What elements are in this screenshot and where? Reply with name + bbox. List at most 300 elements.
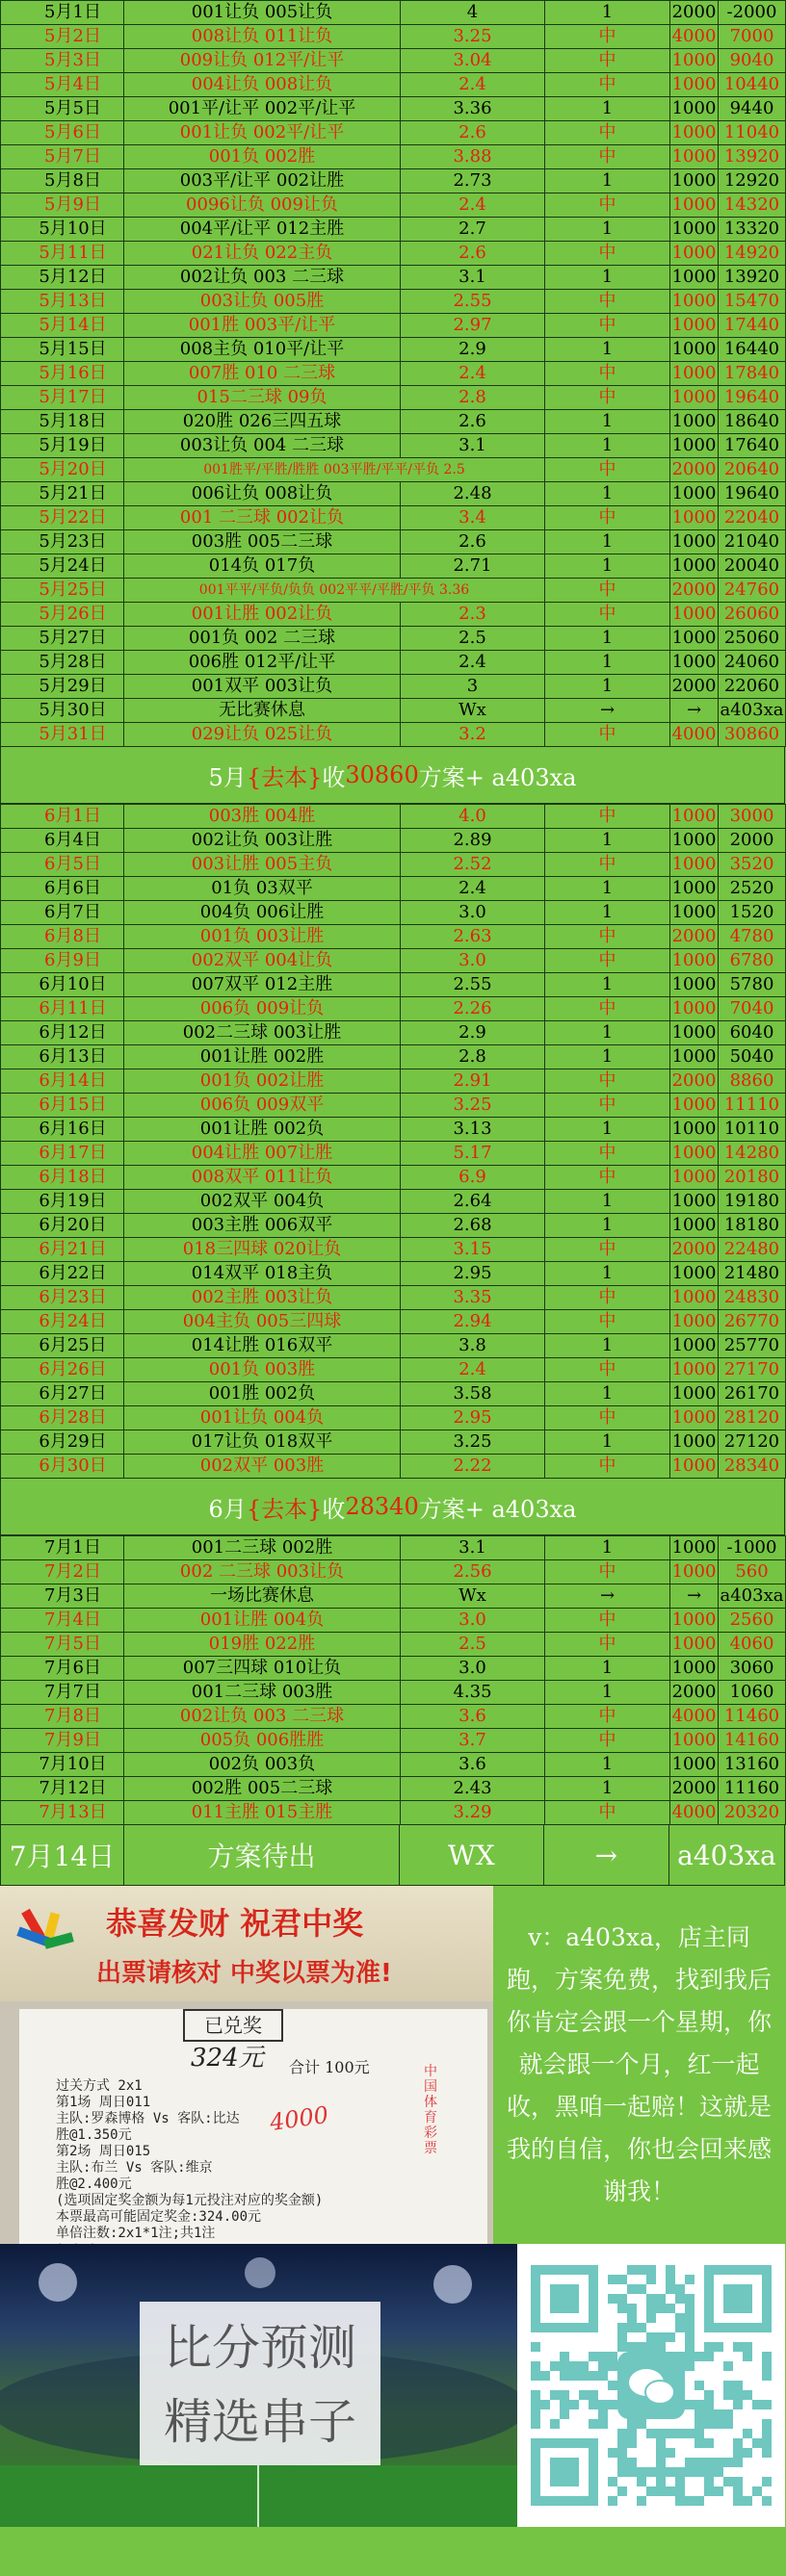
cell-match: 001让负 005让负 [124, 1, 401, 25]
cell-odds: 2.68 [401, 1214, 545, 1238]
table-row [1, 338, 786, 362]
table-row [1, 1560, 786, 1584]
cell-bet: 1000 [670, 829, 719, 853]
promo-section [0, 1886, 785, 2244]
cell-odds: 2.22 [401, 1455, 545, 1479]
ticket-notice: 出票请核对 中奖以票为准! [96, 1959, 392, 1988]
cell-match: 014负 017负 [124, 554, 401, 579]
cell-odds: 3.0 [401, 1657, 545, 1681]
cell-balance: 3520 [719, 853, 786, 877]
cell-stake: 中 [545, 1705, 670, 1729]
cell-stake: 中 [545, 506, 670, 530]
cell-odds: 2.6 [401, 530, 545, 554]
table-row [1, 675, 786, 699]
cell-stake: 1 [545, 97, 670, 121]
ticket-total: 合计 100元 [289, 2058, 370, 2076]
cell-stake: 1 [545, 1, 670, 25]
cell-stake: 中 [545, 362, 670, 386]
cell-date: 5月15日 [1, 338, 124, 362]
cell-bet: 1000 [670, 506, 719, 530]
cell-balance: 10440 [719, 73, 786, 97]
cell-odds: 2.4 [401, 193, 545, 218]
cell-date: 6月30日 [1, 1455, 124, 1479]
table-row [1, 458, 786, 482]
cell-match: 001 二三球 002让负 [124, 506, 401, 530]
cell-match: 015二三球 09负 [124, 386, 401, 410]
cell-balance: 26770 [719, 1310, 786, 1334]
table-row [1, 1262, 786, 1286]
cell-odds: 2.4 [401, 651, 545, 675]
cell-stake: 中 [545, 723, 670, 747]
cell-bet: 1000 [670, 949, 719, 973]
ticket-line: 胜@2.400元 [56, 2177, 132, 2192]
table-row [1, 1334, 786, 1358]
cell-stake: 中 [545, 1801, 670, 1825]
cell-balance: 2000 [719, 829, 786, 853]
cell-odds: 2.56 [401, 1560, 545, 1584]
ticket-banner: 恭喜发财 祝君中奖 [106, 1905, 364, 1942]
cell-match: 004平/让平 012主胜 [124, 218, 401, 242]
cell-stake: 中 [545, 1286, 670, 1310]
cell-bet: 2000 [670, 1069, 719, 1094]
cell-odds: 2.95 [401, 1406, 545, 1430]
cell-odds: 4.35 [401, 1681, 545, 1705]
cell-stake: 1 [545, 675, 670, 699]
cell-stake: 1 [545, 901, 670, 925]
cell-odds: 2.9 [401, 1021, 545, 1045]
cell-stake: 中 [545, 25, 670, 49]
cell-bet: 1000 [670, 1310, 719, 1334]
cell-stake: 中 [545, 1358, 670, 1382]
cell-balance: 5040 [719, 1045, 786, 1069]
cell-balance: 1520 [719, 901, 786, 925]
cell-stake: 1 [545, 1334, 670, 1358]
cell-odds: 3.58 [401, 1382, 545, 1406]
cell-match: 008让负 011让负 [124, 25, 401, 49]
cell-match: 008主负 010平/让平 [124, 338, 401, 362]
cell-bet: 1000 [670, 1094, 719, 1118]
cell-stake: 中 [545, 145, 670, 169]
cell-balance: 24760 [719, 579, 786, 603]
cell-stake: 中 [545, 805, 670, 829]
cell-balance: 17640 [719, 434, 786, 458]
pending-row [0, 1825, 785, 1886]
cell-stake: → [545, 699, 670, 723]
cell-date: 6月25日 [1, 1334, 124, 1358]
cell-stake: 1 [545, 1536, 670, 1560]
cell-bet: 1000 [670, 386, 719, 410]
cell-balance: 8860 [719, 1069, 786, 1094]
cell-odds: 3.15 [401, 1238, 545, 1262]
cell-date: 5月26日 [1, 603, 124, 627]
cell-date: 6月8日 [1, 925, 124, 949]
banner-line2: 精选串子 [164, 2394, 356, 2450]
table-row [1, 1021, 786, 1045]
cell-bet: 1000 [670, 530, 719, 554]
cell-odds: 3.1 [401, 1536, 545, 1560]
cell-balance: 17840 [719, 362, 786, 386]
cell-bet: 1000 [670, 266, 719, 290]
cell-match: 001让负 004负 [124, 1406, 401, 1430]
cell-balance: 11040 [719, 121, 786, 145]
cell-balance: 25060 [719, 627, 786, 651]
cell-date: 5月4日 [1, 73, 124, 97]
cell-match: 014双平 018主负 [124, 1262, 401, 1286]
cell-bet: 1000 [670, 1214, 719, 1238]
cell-odds: 2.6 [401, 121, 545, 145]
cell-bet: 1000 [670, 242, 719, 266]
cell-balance: 25770 [719, 1334, 786, 1358]
may-summary: 5月 {去本} 收 30860 方案+ a403xa [0, 747, 785, 804]
pending-date: 7月14日 [1, 1825, 124, 1885]
cell-odds: 3.13 [401, 1118, 545, 1142]
cell-match: 001胜平/平胜/胜胜 003平胜/平平/平负 2.5 [124, 458, 545, 482]
cell-date: 6月4日 [1, 829, 124, 853]
cell-match: 020胜 026三四五球 [124, 410, 401, 434]
table-row [1, 925, 786, 949]
ticket-lines [56, 2078, 323, 2258]
cell-date: 7月8日 [1, 1705, 124, 1729]
cell-date: 6月6日 [1, 877, 124, 901]
cell-bet: 1000 [670, 877, 719, 901]
cell-match: 001负 002胜 [124, 145, 401, 169]
cell-bet: 1000 [670, 1334, 719, 1358]
cell-odds: 6.9 [401, 1166, 545, 1190]
cell-odds: 3.1 [401, 434, 545, 458]
cell-odds: 3.88 [401, 145, 545, 169]
cell-date: 6月28日 [1, 1406, 124, 1430]
cell-balance: 1060 [719, 1681, 786, 1705]
cell-odds: 3 [401, 675, 545, 699]
cell-balance: 5780 [719, 973, 786, 997]
cell-odds: 2.97 [401, 314, 545, 338]
cell-stake: 中 [545, 49, 670, 73]
cell-date: 5月23日 [1, 530, 124, 554]
cell-match: 017让负 018双平 [124, 1430, 401, 1455]
table-row [1, 193, 786, 218]
table-row [1, 1118, 786, 1142]
cell-bet: 1000 [670, 1286, 719, 1310]
cell-odds: 2.55 [401, 290, 545, 314]
cell-odds: 2.95 [401, 1262, 545, 1286]
table-row [1, 1045, 786, 1069]
cell-date: 6月13日 [1, 1045, 124, 1069]
cell-odds: 2.48 [401, 482, 545, 506]
cell-stake: 1 [545, 1045, 670, 1069]
cell-match: 001负 002 二三球 [124, 627, 401, 651]
cell-odds: 2.5 [401, 627, 545, 651]
cell-bet: → [670, 1584, 719, 1609]
cell-date: 5月28日 [1, 651, 124, 675]
cell-balance: 16440 [719, 338, 786, 362]
cell-date: 6月18日 [1, 1166, 124, 1190]
cell-stake: 中 [545, 121, 670, 145]
cell-date: 5月29日 [1, 675, 124, 699]
cell-bet: 2000 [670, 1777, 719, 1801]
cell-match: 001平平/平负/负负 002平平/平胜/平负 3.36 [124, 579, 545, 603]
table-row [1, 121, 786, 145]
cell-bet: 1000 [670, 805, 719, 829]
cell-date: 6月1日 [1, 805, 124, 829]
table-row [1, 1657, 786, 1681]
cell-date: 5月6日 [1, 121, 124, 145]
cell-match: 006胜 012平/让平 [124, 651, 401, 675]
june-summary: 6月 {去本} 收 28340 方案+ a403xa [0, 1479, 785, 1535]
cell-match: 007双平 012主胜 [124, 973, 401, 997]
cell-balance: 20640 [719, 458, 786, 482]
cell-stake: 1 [545, 338, 670, 362]
table-row [1, 1142, 786, 1166]
cell-match: 001让负 002平/让平 [124, 121, 401, 145]
cell-match: 002双平 004负 [124, 1190, 401, 1214]
cell-date: 6月22日 [1, 1262, 124, 1286]
cell-balance: 3060 [719, 1657, 786, 1681]
lottery-ticket-photo [0, 1886, 493, 2244]
cell-match: 001让胜 002胜 [124, 1045, 401, 1069]
cell-match: 001负 003让胜 [124, 925, 401, 949]
cell-bet: 1000 [670, 1045, 719, 1069]
cell-match: 002让负 003 二三球 [124, 266, 401, 290]
cell-bet: 1000 [670, 145, 719, 169]
table-row [1, 410, 786, 434]
ticket-line: 第1场 周日011 [56, 2095, 151, 2110]
table-row [1, 1430, 786, 1455]
pending-wx: WX [400, 1825, 544, 1885]
pending-arrow: → [544, 1825, 669, 1885]
ticket-line: 第2场 周日015 [56, 2144, 151, 2159]
banner-line1: 比分预测 [164, 2320, 356, 2376]
table-row [1, 723, 786, 747]
cell-balance: a403xa [719, 699, 786, 723]
cell-date: 5月24日 [1, 554, 124, 579]
cell-match: 002让负 003让胜 [124, 829, 401, 853]
cell-odds: Wx [401, 699, 545, 723]
cell-stake: 中 [545, 193, 670, 218]
cell-bet: 1000 [670, 338, 719, 362]
cell-stake: 中 [545, 386, 670, 410]
cell-match: 006负 009让负 [124, 997, 401, 1021]
cell-stake: 中 [545, 1310, 670, 1334]
cell-stake: 1 [545, 530, 670, 554]
cell-odds: 2.8 [401, 386, 545, 410]
cell-balance: 24060 [719, 651, 786, 675]
cell-stake: 1 [545, 627, 670, 651]
cell-bet: 1000 [670, 218, 719, 242]
cell-stake: 1 [545, 1430, 670, 1455]
cell-odds: 3.6 [401, 1705, 545, 1729]
cell-balance: 19180 [719, 1190, 786, 1214]
cell-bet: 1000 [670, 973, 719, 997]
cell-bet: 4000 [670, 1705, 719, 1729]
cell-match: 002让负 003 二三球 [124, 1705, 401, 1729]
cell-odds: 2.4 [401, 1358, 545, 1382]
cell-date: 5月10日 [1, 218, 124, 242]
cell-balance: 6780 [719, 949, 786, 973]
cell-bet: 2000 [670, 1238, 719, 1262]
table-row [1, 73, 786, 97]
cell-odds: 3.25 [401, 1094, 545, 1118]
table-row [1, 805, 786, 829]
cell-balance: 9440 [719, 97, 786, 121]
cell-bet: 2000 [670, 925, 719, 949]
cell-match: 001二三球 003胜 [124, 1681, 401, 1705]
cell-bet: 4000 [670, 1801, 719, 1825]
cell-match: 011主胜 015主胜 [124, 1801, 401, 1825]
cell-date: 7月12日 [1, 1777, 124, 1801]
table-row [1, 386, 786, 410]
wechat-qr-code [517, 2244, 785, 2527]
cell-match: 001二三球 002胜 [124, 1536, 401, 1560]
cell-date: 6月23日 [1, 1286, 124, 1310]
cell-odds: 3.1 [401, 266, 545, 290]
ticket-line: 主队:罗森博格 Vs 客队:比达 [56, 2111, 240, 2126]
cell-odds: 2.94 [401, 1310, 545, 1334]
cell-stake: 中 [545, 1238, 670, 1262]
cell-stake: → [545, 1584, 670, 1609]
cell-date: 6月19日 [1, 1190, 124, 1214]
cell-balance: 15470 [719, 290, 786, 314]
cell-odds: 2.55 [401, 973, 545, 997]
cell-odds: 2.4 [401, 362, 545, 386]
cell-bet: 1000 [670, 362, 719, 386]
table-row [1, 1681, 786, 1705]
cell-stake: 1 [545, 1753, 670, 1777]
cell-balance: 22060 [719, 675, 786, 699]
cell-date: 7月10日 [1, 1753, 124, 1777]
cell-stake: 1 [545, 973, 670, 997]
cell-balance: 9040 [719, 49, 786, 73]
cell-match: 002主胜 003让负 [124, 1286, 401, 1310]
cell-balance: 20320 [719, 1801, 786, 1825]
cell-balance: 18640 [719, 410, 786, 434]
table-row [1, 1753, 786, 1777]
cell-balance: 2520 [719, 877, 786, 901]
cell-stake: 1 [545, 651, 670, 675]
cell-date: 5月14日 [1, 314, 124, 338]
cell-bet: 1000 [670, 1455, 719, 1479]
stadium-banner [0, 2244, 517, 2527]
cell-bet: 2000 [670, 1, 719, 25]
table-row [1, 1358, 786, 1382]
cell-stake: 1 [545, 169, 670, 193]
cell-date: 5月12日 [1, 266, 124, 290]
cell-date: 6月11日 [1, 997, 124, 1021]
table-row [1, 1166, 786, 1190]
cell-bet: 1000 [670, 314, 719, 338]
cell-stake: 1 [545, 1382, 670, 1406]
table-row [1, 25, 786, 49]
cell-stake: 1 [545, 1681, 670, 1705]
table-row [1, 1801, 786, 1825]
cell-date: 5月19日 [1, 434, 124, 458]
wechat-icon [617, 2352, 685, 2419]
cell-stake: 1 [545, 877, 670, 901]
cell-odds: 3.0 [401, 1609, 545, 1633]
cell-date: 6月5日 [1, 853, 124, 877]
cell-balance: a403xa [719, 1584, 786, 1609]
cell-date: 5月9日 [1, 193, 124, 218]
cell-date: 6月24日 [1, 1310, 124, 1334]
promo-text: v：a403xa，店主同跑，方案免费，找到我后你肯定会跟一个星期，你就会跟一个月，红一起收，黑咱一起赔！这就是我的自信，你也会回来感谢我！ [507, 1923, 773, 2205]
table-row [1, 829, 786, 853]
table-row [1, 362, 786, 386]
cell-match: 002负 003负 [124, 1753, 401, 1777]
cell-odds: Wx [401, 1584, 545, 1609]
table-row [1, 579, 786, 603]
cell-balance: 11110 [719, 1094, 786, 1118]
cell-date: 7月13日 [1, 1801, 124, 1825]
cell-match: 001让胜 002让负 [124, 603, 401, 627]
cell-bet: 1000 [670, 169, 719, 193]
cell-odds: 3.0 [401, 901, 545, 925]
cell-balance: 6040 [719, 1021, 786, 1045]
cell-balance: 13920 [719, 145, 786, 169]
pending-label: 方案待出 [124, 1825, 400, 1885]
table-row [1, 530, 786, 554]
cell-stake: 中 [545, 1560, 670, 1584]
cell-balance: 26170 [719, 1382, 786, 1406]
cell-balance: 14160 [719, 1729, 786, 1753]
cell-stake: 中 [545, 242, 670, 266]
cell-odds: 2.89 [401, 829, 545, 853]
cell-bet: 1000 [670, 410, 719, 434]
cell-odds: 4 [401, 1, 545, 25]
cell-bet: 1000 [670, 1560, 719, 1584]
cell-odds: 3.25 [401, 25, 545, 49]
cell-date: 6月16日 [1, 1118, 124, 1142]
cell-stake: 1 [545, 1777, 670, 1801]
cell-odds: 3.35 [401, 1286, 545, 1310]
cell-match: 002双平 004让负 [124, 949, 401, 973]
cell-bet: 1000 [670, 1609, 719, 1633]
cell-balance: 19640 [719, 386, 786, 410]
table-row [1, 49, 786, 73]
cell-stake: 中 [545, 1069, 670, 1094]
cell-match: 004主负 005三四球 [124, 1310, 401, 1334]
table-row [1, 627, 786, 651]
cell-stake: 中 [545, 458, 670, 482]
cell-date: 5月25日 [1, 579, 124, 603]
cell-match: 029让负 025让负 [124, 723, 401, 747]
cell-date: 5月5日 [1, 97, 124, 121]
table-row [1, 1069, 786, 1094]
cell-date: 7月5日 [1, 1633, 124, 1657]
cell-balance: -2000 [719, 1, 786, 25]
cell-odds: 3.7 [401, 1729, 545, 1753]
cell-date: 5月21日 [1, 482, 124, 506]
cell-odds: 2.9 [401, 338, 545, 362]
cell-match: 021让负 022主负 [124, 242, 401, 266]
table-row [1, 1, 786, 25]
cell-bet: 1000 [670, 73, 719, 97]
cell-stake: 1 [545, 1118, 670, 1142]
table-row [1, 1406, 786, 1430]
ticket-line: 胜@1.350元 [56, 2127, 132, 2143]
cell-date: 6月9日 [1, 949, 124, 973]
cell-odds: 2.5 [401, 1633, 545, 1657]
table-row [1, 266, 786, 290]
cell-bet: 1000 [670, 1753, 719, 1777]
cell-date: 5月11日 [1, 242, 124, 266]
cell-odds: 2.64 [401, 1190, 545, 1214]
cell-match: 009让负 012平/让平 [124, 49, 401, 73]
ticket-line: 单倍注数:2x1*1注;共1注 [56, 2226, 216, 2241]
cell-odds: 3.25 [401, 1430, 545, 1455]
cell-date: 5月18日 [1, 410, 124, 434]
cell-stake: 1 [545, 410, 670, 434]
cell-match: 007胜 010 二三球 [124, 362, 401, 386]
cell-odds: 2.7 [401, 218, 545, 242]
